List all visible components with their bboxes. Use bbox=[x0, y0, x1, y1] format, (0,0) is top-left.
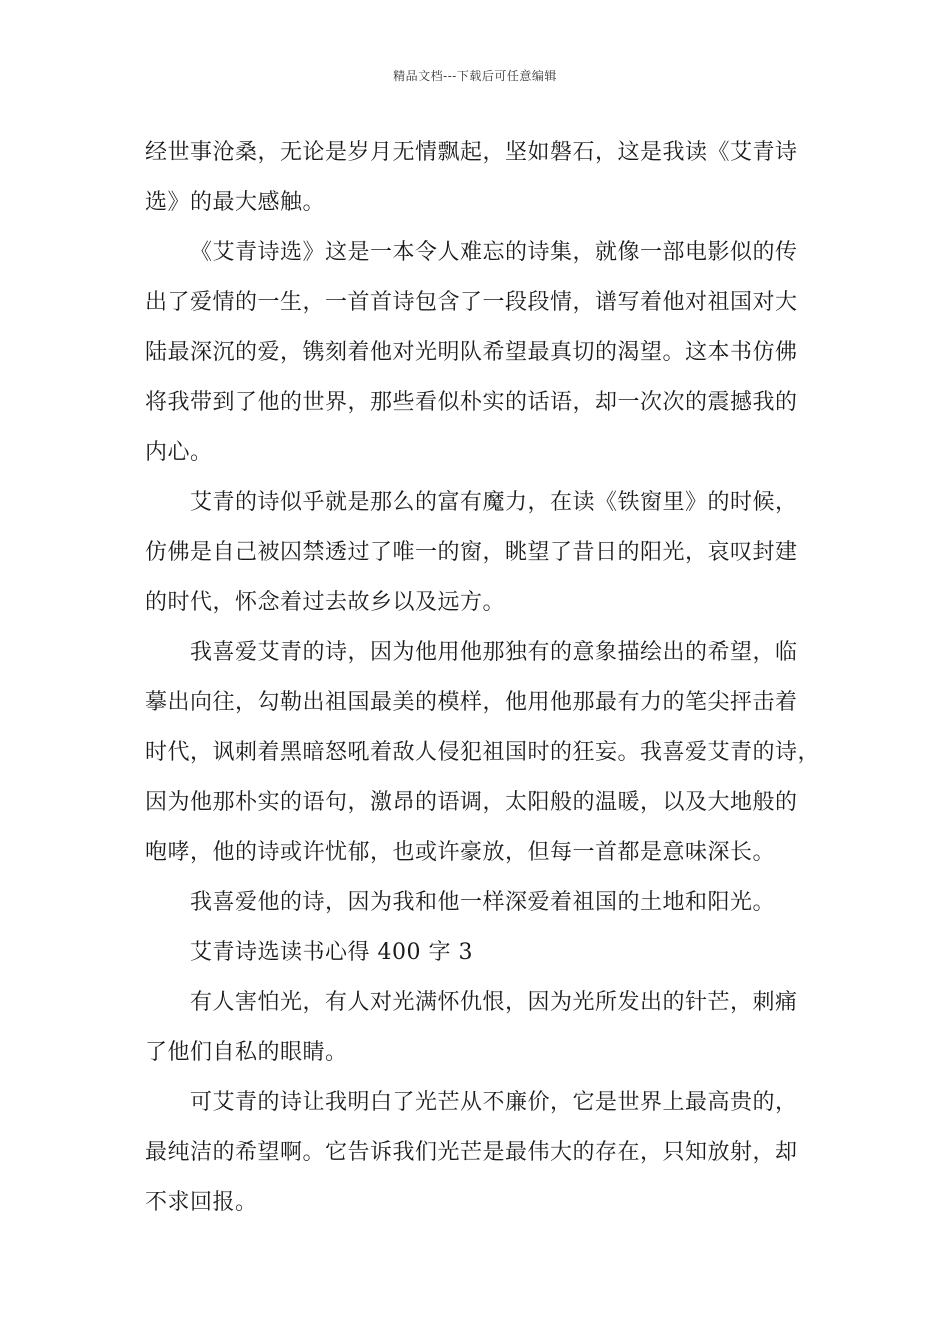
text-line: 摹出向往，勾勒出祖国最美的模样，他用他那最有力的笔尖抨击着 bbox=[145, 690, 798, 715]
paragraph-3 bbox=[145, 478, 815, 628]
document-body bbox=[145, 128, 821, 1228]
text-line: 不求回报。 bbox=[145, 1190, 258, 1215]
text-line: 选》的最大感触。 bbox=[145, 190, 326, 215]
text-line: 将我带到了他的世界，那些看似朴实的话语，却一次次的震撼我的 bbox=[145, 390, 798, 415]
section-heading bbox=[145, 928, 815, 978]
page-header: 精品文档---下载后可任意编辑 bbox=[393, 69, 557, 83]
text-line: 经世事沧桑，无论是岁月无情飘起，坚如磐石，这是我读《艾青诗 bbox=[145, 140, 798, 165]
paragraph-7 bbox=[145, 1078, 815, 1228]
text-line: 仿佛是自己被囚禁透过了唯一的窗，眺望了昔日的阳光，哀叹封建 bbox=[145, 540, 798, 565]
paragraph-6 bbox=[145, 978, 815, 1078]
paragraph-1 bbox=[145, 128, 815, 228]
text-line: 因为他那朴实的语句，激昂的语调，太阳般的温暖，以及大地般的 bbox=[145, 790, 798, 815]
text-line: 有人害怕光，有人对光满怀仇恨，因为光所发出的针芒，刺痛 bbox=[190, 990, 798, 1015]
text-line: 艾青诗选读书心得 400 字 3 bbox=[190, 940, 473, 965]
text-line: 《艾青诗选》这是一本令人难忘的诗集，就像一部电影似的传 bbox=[190, 240, 798, 265]
paragraph-2 bbox=[145, 228, 815, 478]
text-line: 时代，讽刺着黑暗怒吼着敌人侵犯祖国时的狂妄。我喜爱艾青的诗， bbox=[145, 740, 821, 765]
text-line: 陆最深沉的爱，镌刻着他对光明队希望最真切的渴望。这本书仿佛 bbox=[145, 340, 798, 365]
text-line: 的时代，怀念着过去故乡以及远方。 bbox=[145, 590, 506, 615]
text-line: 内心。 bbox=[145, 440, 213, 465]
paragraph-4 bbox=[145, 628, 821, 878]
text-line: 咆哮，他的诗或许忧郁，也或许豪放，但每一首都是意味深长。 bbox=[145, 840, 776, 865]
text-line: 可艾青的诗让我明白了光芒从不廉价，它是世界上最高贵的， bbox=[190, 1090, 798, 1115]
text-line: 出了爱情的一生，一首首诗包含了一段段情，谱写着他对祖国对大 bbox=[145, 290, 798, 315]
text-line: 了他们自私的眼睛。 bbox=[145, 1040, 348, 1065]
paragraph-5 bbox=[145, 878, 815, 928]
text-line: 艾青的诗似乎就是那么的富有魔力，在读《铁窗里》的时候， bbox=[190, 490, 798, 515]
text-line: 我喜爱他的诗，因为我和他一样深爱着祖国的土地和阳光。 bbox=[190, 890, 776, 915]
text-line: 我喜爱艾青的诗，因为他用他那独有的意象描绘出的希望，临 bbox=[190, 640, 798, 665]
text-line: 最纯洁的希望啊。它告诉我们光芒是最伟大的存在，只知放射，却 bbox=[145, 1140, 798, 1165]
